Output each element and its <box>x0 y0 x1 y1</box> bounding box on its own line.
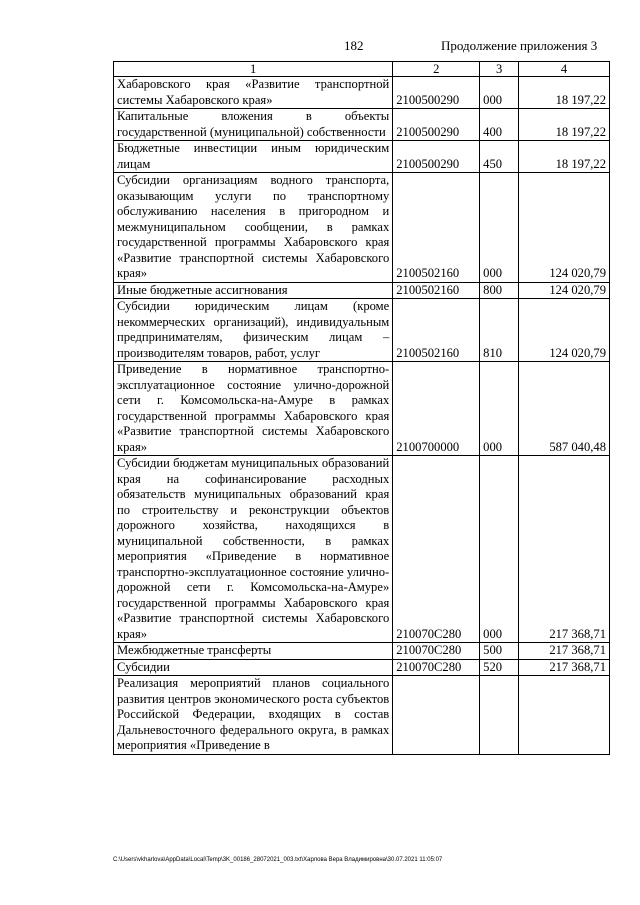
table-row <box>114 676 610 755</box>
table-row <box>114 362 610 456</box>
table-row <box>114 299 610 362</box>
row-name: Хабаровского края «Развитие транспортной системы Хабаровского края» <box>114 77 393 109</box>
row-type: 810 <box>480 299 519 362</box>
row-type: 520 <box>480 659 519 676</box>
row-name: Субсидии организациям водного транспорта, оказывающим услуги по транспортному обслуживанию населения в пригородном и межмуниципальном сообщении, в рамках государственной программы Хабаровского края «Развитие транспортной системы Хабаровского края» <box>114 173 393 283</box>
table-row <box>114 77 610 109</box>
table-row <box>114 643 610 660</box>
row-code: 210070С280 <box>393 643 480 660</box>
row-type: 450 <box>480 141 519 173</box>
row-amount: 18 197,22 <box>519 109 610 141</box>
row-code: 2100502160 <box>393 282 480 299</box>
row-type <box>480 676 519 755</box>
row-type: 000 <box>480 456 519 643</box>
row-type: 800 <box>480 282 519 299</box>
budget-table <box>113 61 610 755</box>
row-name: Бюджетные инвестиции иным юридическим лицам <box>114 141 393 173</box>
table-row <box>114 659 610 676</box>
row-amount: 217 368,71 <box>519 456 610 643</box>
table-header-row <box>114 62 610 77</box>
footer-file-path: C:\Users\vkharlova\AppData\Local\Temp\3K_00186_28072021_003.txt\Харлова Вера Владимировна\30.07.2021 11:05:07 <box>113 857 443 863</box>
table-row <box>114 109 610 141</box>
row-type: 500 <box>480 643 519 660</box>
row-amount: 124 020,79 <box>519 299 610 362</box>
row-type: 400 <box>480 109 519 141</box>
column-header: 3 <box>480 62 519 77</box>
row-type: 000 <box>480 362 519 456</box>
page-number: 182 <box>344 38 364 53</box>
row-code: 2100500290 <box>393 77 480 109</box>
column-header: 2 <box>393 62 480 77</box>
column-header: 4 <box>519 62 610 77</box>
row-code <box>393 676 480 755</box>
row-name: Субсидии юридическим лицам (кроме некоммерческих организаций), индивидуальным предпринимателям, физическим лицам – производителям товаров, работ, услуг <box>114 299 393 362</box>
row-type: 000 <box>480 173 519 283</box>
row-amount: 217 368,71 <box>519 643 610 660</box>
row-name: Иные бюджетные ассигнования <box>114 282 393 299</box>
row-amount: 124 020,79 <box>519 173 610 283</box>
table-row <box>114 456 610 643</box>
column-header: 1 <box>114 62 393 77</box>
row-code: 2100502160 <box>393 173 480 283</box>
row-code: 2100500290 <box>393 141 480 173</box>
row-code: 2100700000 <box>393 362 480 456</box>
row-name: Приведение в нормативное транспортно-эксплуатационное состояние улично-дорожной сети г. Комсомольска-на-Амуре в рамках государственной программы Хабаровского края «Развитие транспортной системы Хабаровского края» <box>114 362 393 456</box>
row-name: Субсидии <box>114 659 393 676</box>
row-amount <box>519 676 610 755</box>
row-type: 000 <box>480 77 519 109</box>
row-amount: 124 020,79 <box>519 282 610 299</box>
row-code: 2100500290 <box>393 109 480 141</box>
row-code: 2100502160 <box>393 299 480 362</box>
row-name: Капитальные вложения в объекты государственной (муниципальной) собственности <box>114 109 393 141</box>
row-amount: 217 368,71 <box>519 659 610 676</box>
table-row <box>114 141 610 173</box>
row-amount: 18 197,22 <box>519 141 610 173</box>
continuation-label: Продолжение приложения 3 <box>441 38 598 53</box>
table-row <box>114 282 610 299</box>
row-code: 210070С280 <box>393 659 480 676</box>
row-code: 210070С280 <box>393 456 480 643</box>
table-row <box>114 173 610 283</box>
row-name: Реализация мероприятий планов социального развития центров экономического роста субъектов Российской Федерации, входящих в состав Дальневосточного федерального округа, в рамках мероприятия «Приведение в <box>114 676 393 755</box>
row-name: Субсидии бюджетам муниципальных образований края на софинансирование расходных обязательств муниципальных образований края по строительству и реконструкции объектов дорожного хозяйства, находящихся в муниципальной собственности, в рамках мероприятия «Приведение в нормативное транспортно-эксплуатационное состояние улично-дорожной сети г. Комсомольска-на-Амуре» государственной программы Хабаровского края «Развитие транспортной системы Хабаровского края» <box>114 456 393 643</box>
row-amount: 18 197,22 <box>519 77 610 109</box>
row-name: Межбюджетные трансферты <box>114 643 393 660</box>
row-amount: 587 040,48 <box>519 362 610 456</box>
